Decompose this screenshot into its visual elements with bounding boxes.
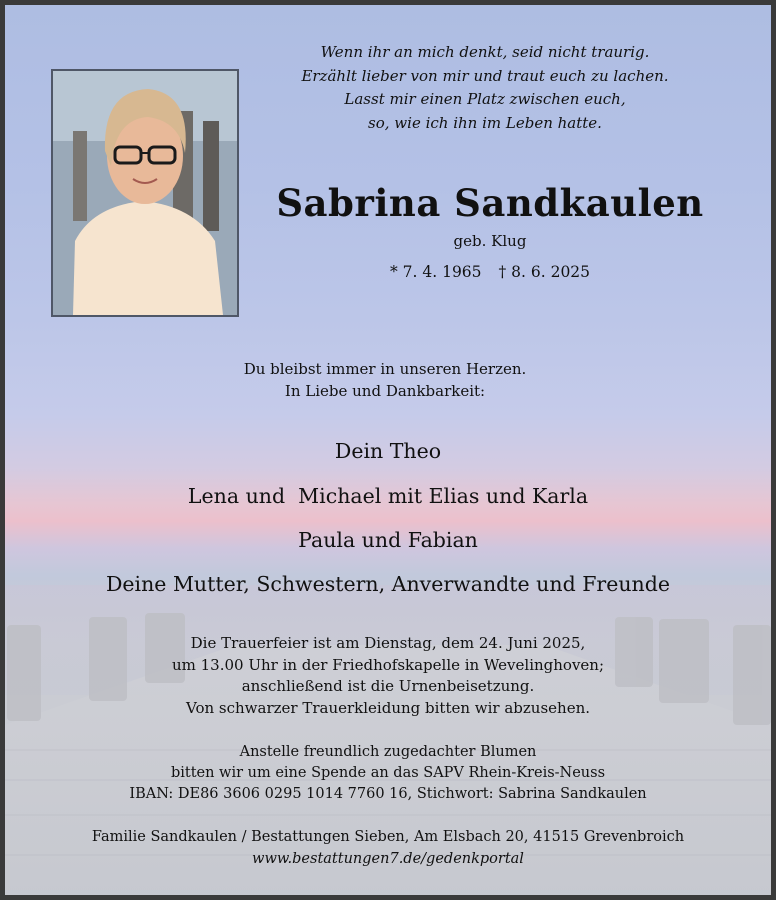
quote-line: Erzählt lieber von mir und traut euch zu lachen.: [301, 66, 669, 85]
remembrance-line: Du bleibst immer in unseren Herzen.: [243, 360, 527, 378]
quote-line: so, wie ich ihn im Leben hatte.: [368, 113, 602, 132]
ceremony-line: Von schwarzer Trauerkleidung bitten wir abzusehen.: [185, 698, 590, 717]
birth-date: * 7. 4. 1965: [389, 263, 482, 281]
portrait-photo: [51, 69, 239, 317]
family-line: Deine Mutter, Schwestern, Anverwandte und Freunde: [105, 572, 671, 596]
donation-line: IBAN: DE86 3606 0295 1014 7760 16, Stichwort: Sabrina Sandkaulen: [129, 786, 647, 802]
obituary-card: [5, 5, 771, 895]
deceased-name: Sabrina Sandkaulen: [276, 181, 704, 225]
ceremony-line: um 13.00 Uhr in der Friedhofskapelle in Wevelinghoven;: [171, 655, 605, 674]
donation-line: bitten wir um eine Spende an das SAPV Rhein-Kreis-Neuss: [170, 765, 606, 781]
quote-line: Wenn ihr an mich denkt, seid nicht traurig.: [320, 43, 650, 61]
ceremony-line: Die Trauerfeier ist am Dienstag, dem 24. Juni 2025,: [190, 634, 586, 652]
funeral-details: [105, 633, 671, 719]
remembrance-line: In Liebe und Dankbarkeit:: [284, 382, 486, 400]
donation-line: Anstelle freundlich zugedachter Blumen: [239, 744, 537, 760]
ceremony-line: anschließend ist die Urnenbeisetzung.: [241, 677, 535, 695]
memorial-portal-link[interactable]: www.bestattungen7.de/gedenkportal: [252, 850, 524, 867]
contact-address: Familie Sandkaulen / Bestattungen Sieben, Am Elsbach 20, 41515 Grevenbroich: [91, 829, 685, 845]
family-line: Paula und Fabian: [298, 528, 478, 552]
family-line: Lena und Michael mit Elias und Karla: [187, 484, 589, 508]
quote-line: Lasst mir einen Platz zwischen euch,: [344, 90, 626, 108]
birth-name: geb. Klug: [453, 232, 527, 250]
remembrance-text: [165, 358, 605, 402]
memorial-quote: [265, 41, 705, 135]
donation-request: [65, 742, 711, 805]
footer: [45, 827, 731, 870]
life-dates: [345, 263, 635, 281]
death-date: † 8. 6. 2025: [498, 263, 591, 281]
family-line: Dein Theo: [334, 439, 442, 463]
